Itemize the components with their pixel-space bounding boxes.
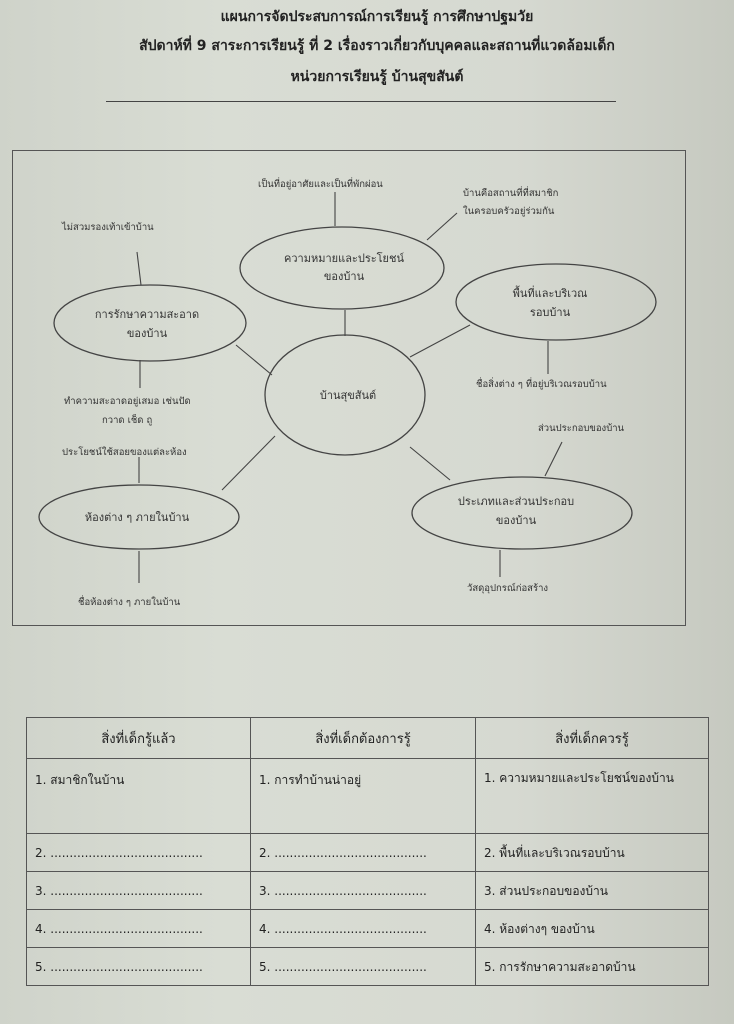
- meaning-node-label-1: ความหมายและประโยชน์: [284, 252, 404, 265]
- area-node-label-2: รอบบ้าน: [529, 306, 571, 319]
- center-node-label: บ้านสุขสันต์: [319, 389, 377, 402]
- meaning-leaf-right-2: ในครอบครัวอยู่ร่วมกัน: [463, 206, 555, 217]
- header-should: สิ่งที่เด็กควรรู้: [476, 718, 709, 759]
- connector-area: [410, 325, 470, 357]
- table-cell: 3. ........................................: [27, 872, 251, 910]
- types-node-label-2: ของบ้าน: [495, 514, 537, 527]
- table-cell: 1. การทำบ้านน่าอยู่: [251, 759, 476, 834]
- table-row: [27, 759, 709, 834]
- cleaning-leaf-bottom-1: ทำความสะอาดอยู่เสมอ เช่นปัด: [64, 396, 191, 407]
- table-header-row: [27, 718, 709, 759]
- area-node: [456, 264, 656, 340]
- rooms-leaf-top: ประโยชน์ใช้สอยของแต่ละห้อง: [62, 447, 187, 458]
- cleaning-node: [54, 285, 246, 361]
- meaning-leaf-right-1: บ้านคือสถานที่ที่สมาชิก: [463, 188, 559, 199]
- table-cell: 1. สมาชิกในบ้าน: [27, 759, 251, 834]
- cleaning-node-label-2: ของบ้าน: [126, 327, 168, 340]
- area-node-label-1: พื้นที่และบริเวณ: [512, 287, 588, 300]
- connector-cleaning: [236, 345, 272, 375]
- area-leaf: ชื่อสิ่งต่าง ๆ ที่อยู่บริเวณรอบบ้าน: [476, 379, 607, 390]
- header-want: สิ่งที่เด็กต้องการรู้: [251, 718, 476, 759]
- table-cell: 2. ........................................: [27, 834, 251, 872]
- table-cell: 5. การรักษาความสะอาดบ้าน: [476, 948, 709, 986]
- connector-rooms: [222, 436, 275, 490]
- table-row: [27, 948, 709, 986]
- meaning-node-label-2: ของบ้าน: [323, 270, 365, 283]
- connector-meaning-leaf-right: [427, 213, 457, 240]
- cleaning-leaf-top: ไม่สวมรองเท้าเข้าบ้าน: [62, 222, 154, 233]
- unit-title: หน่วยการเรียนรู้ บ้านสุขสันต์: [290, 69, 464, 85]
- table-row: [27, 834, 709, 872]
- kwl-table: [26, 717, 709, 986]
- types-leaf-top: ส่วนประกอบของบ้าน: [538, 423, 625, 434]
- meaning-node: [240, 227, 444, 309]
- table-cell: 4. ........................................: [27, 910, 251, 948]
- rooms-leaf-bottom: ชื่อห้องต่าง ๆ ภายในบ้าน: [78, 597, 181, 608]
- table-row: [27, 872, 709, 910]
- types-node: [412, 477, 632, 549]
- connector-types-leaf-top: [545, 442, 562, 476]
- meaning-leaf-top: เป็นที่อยู่อาศัยและเป็นที่พักผ่อน: [258, 179, 383, 190]
- week-subtitle: สัปดาห์ที่ 9 สาระการเรียนรู้ ที่ 2 เรื่องราวเกี่ยวกับบุคคลและสถานที่แวดล้อมเด็ก: [139, 38, 615, 54]
- table-cell: 2. พื้นที่และบริเวณรอบบ้าน: [476, 834, 709, 872]
- connector-cleaning-leaf-top: [137, 252, 141, 285]
- table-cell: 5. ........................................: [251, 948, 476, 986]
- table-cell: 4. ห้องต่างๆ ของบ้าน: [476, 910, 709, 948]
- plan-title: แผนการจัดประสบการณ์การเรียนรู้ การศึกษาปฐมวัย: [220, 9, 534, 25]
- header-know: สิ่งที่เด็กรู้แล้ว: [27, 718, 251, 759]
- table-cell: 3. ส่วนประกอบของบ้าน: [476, 872, 709, 910]
- connector-types: [410, 447, 450, 480]
- types-node-label-1: ประเภทและส่วนประกอบ: [457, 495, 575, 508]
- table-cell: 5. ........................................: [27, 948, 251, 986]
- cleaning-leaf-bottom-2: กวาด เช็ด ถู: [102, 415, 153, 426]
- table-cell: 3. ........................................: [251, 872, 476, 910]
- rooms-node-label: ห้องต่าง ๆ ภายในบ้าน: [84, 511, 190, 524]
- table-cell: 2. ........................................: [251, 834, 476, 872]
- table-cell: 1. ความหมายและประโยชน์ของบ้าน: [476, 759, 709, 834]
- table-row: [27, 910, 709, 948]
- types-leaf-bottom: วัสดุอุปกรณ์ก่อสร้าง: [467, 583, 549, 594]
- table-cell: 4. ........................................: [251, 910, 476, 948]
- cleaning-node-label-1: การรักษาความสะอาด: [94, 308, 200, 321]
